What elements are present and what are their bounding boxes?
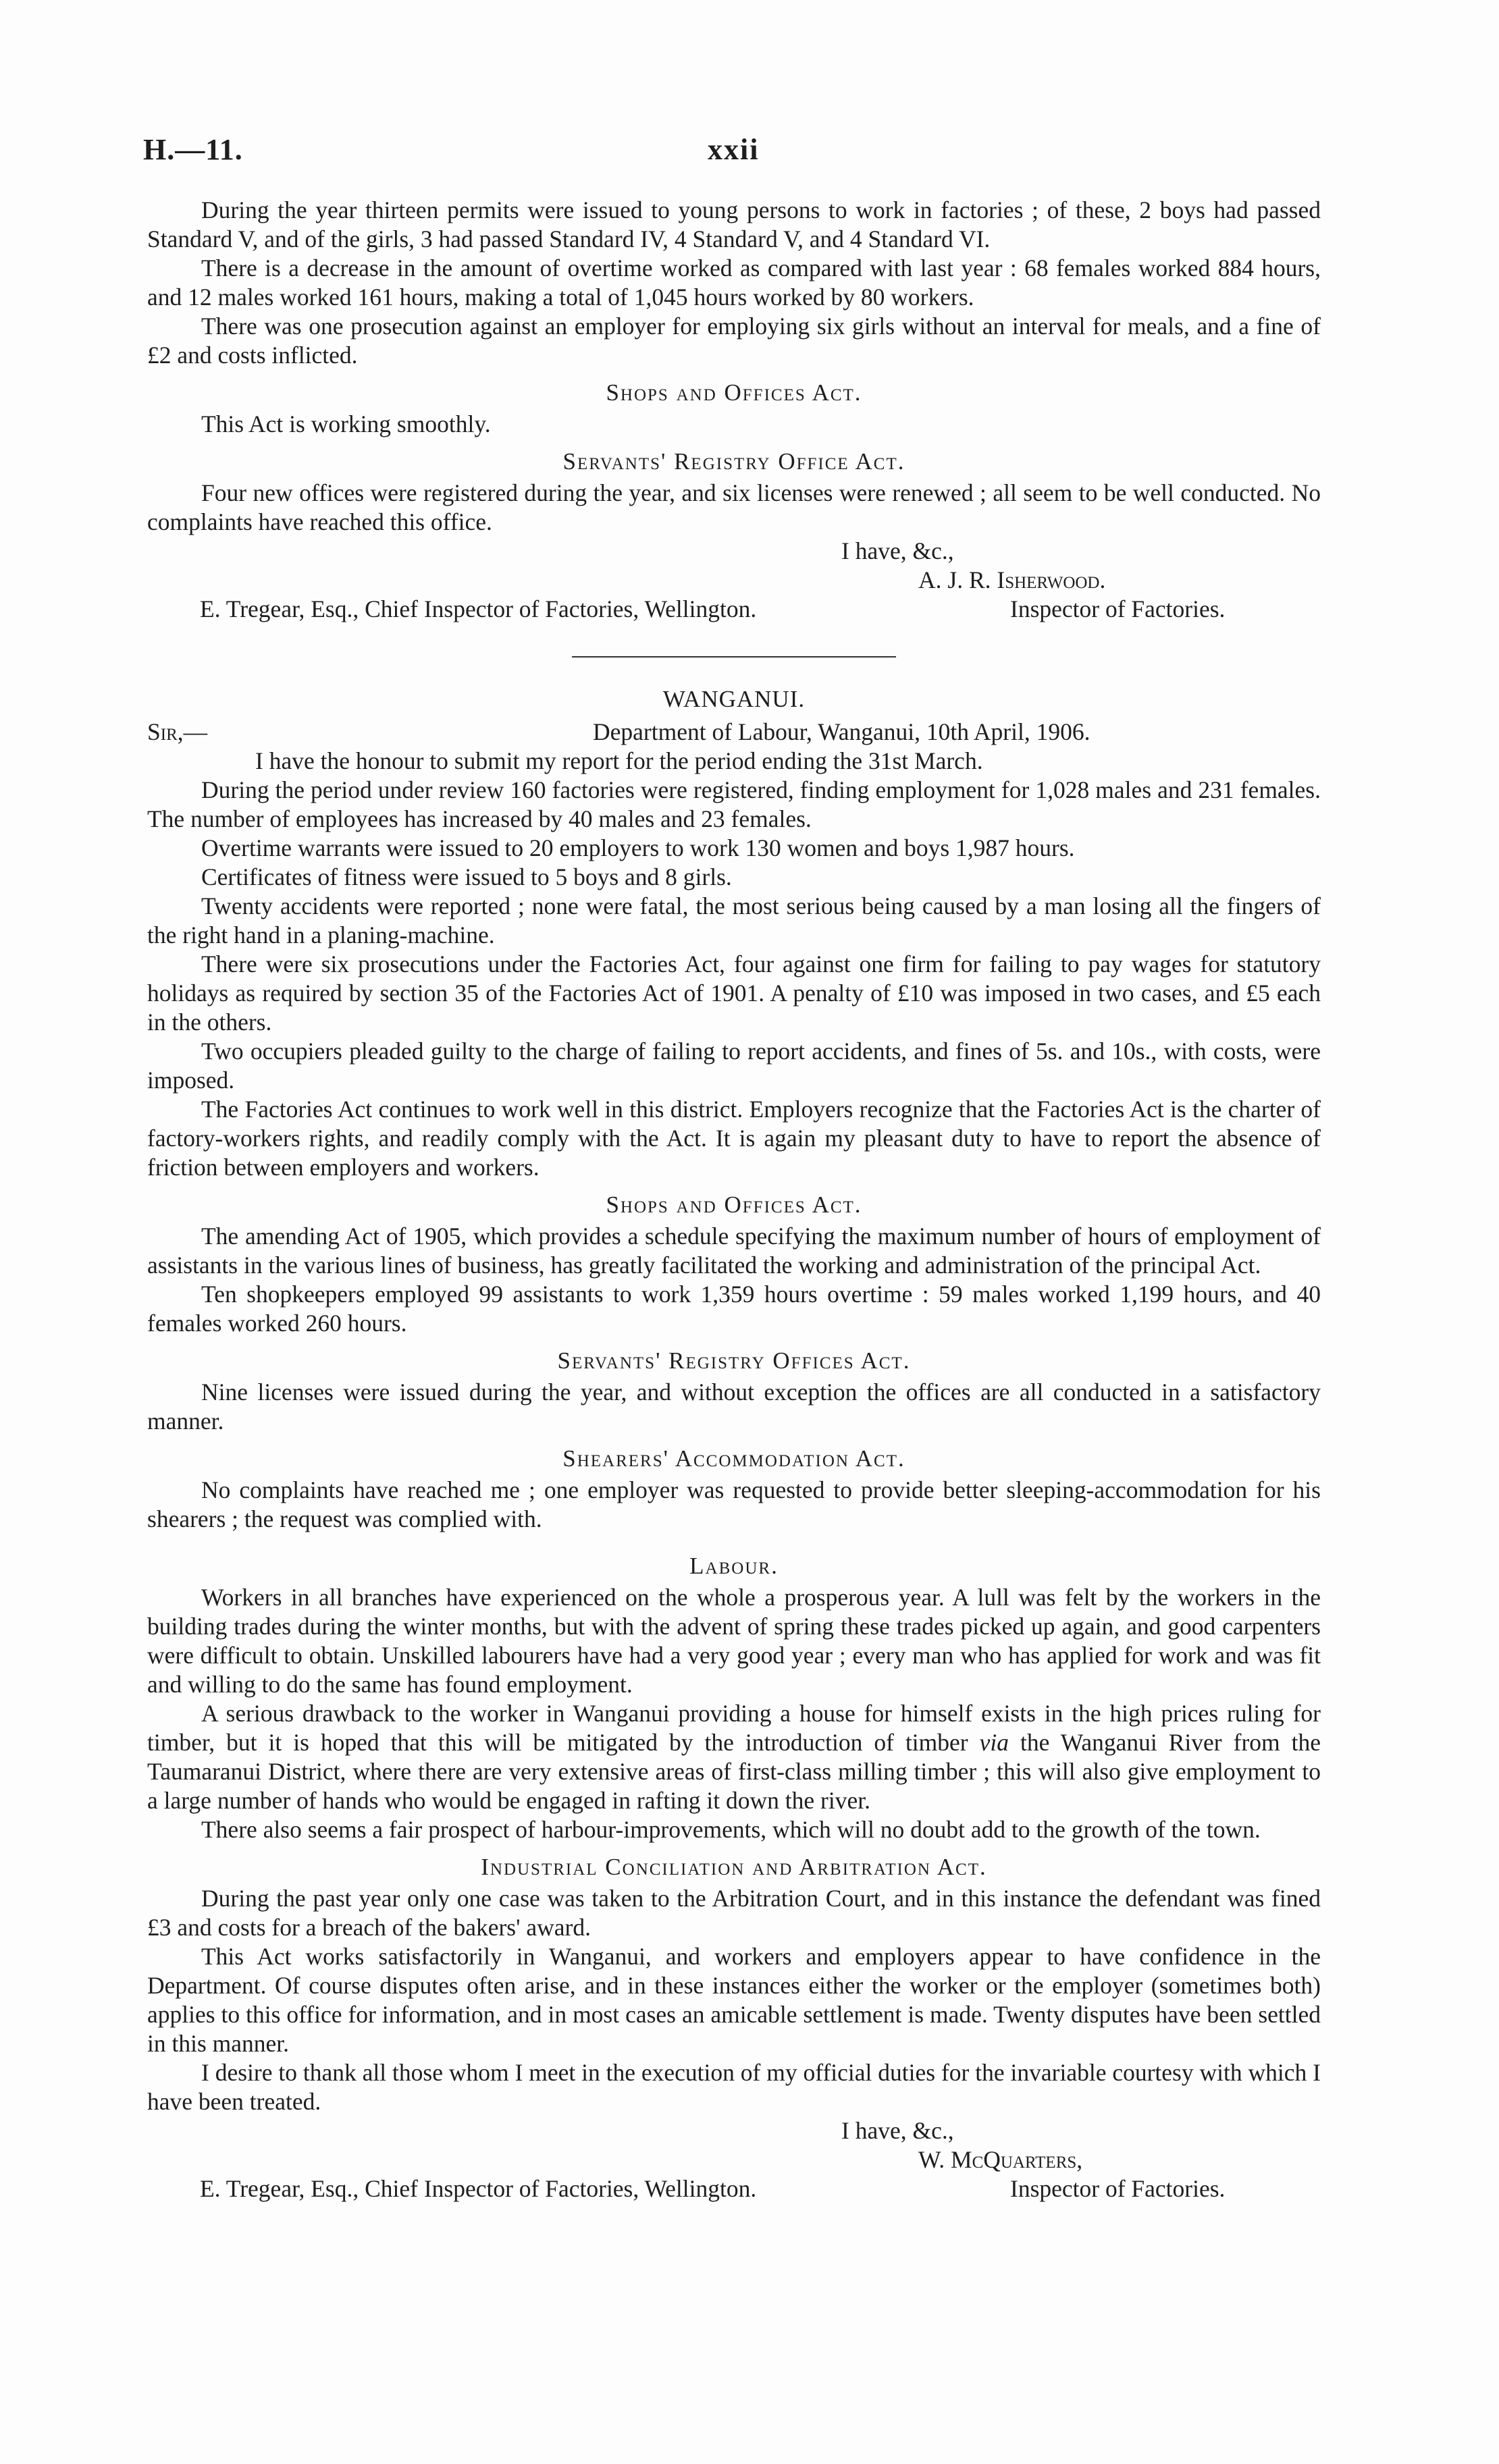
- signature-footer: [147, 595, 1321, 624]
- section-heading: Shearers' Accommodation Act.: [562, 1445, 905, 1472]
- paragraph: During the past year only one case was taken to the Arbitration Court, and in this instance the defendant was fined £3 and costs for a breach of the bakers' award.: [147, 1885, 1321, 1941]
- district-title: WANGANUI.: [662, 686, 806, 712]
- paragraph: Two occupiers pleaded guilty to the charge of failing to report accidents, and fines of 5s. and 10s., with costs, were imposed.: [147, 1038, 1321, 1094]
- signature-footer: [147, 2174, 1321, 2203]
- section-heading: Labour.: [689, 1553, 779, 1579]
- paragraph-text: the Wanganui River from the Taumaranui District, where there are very extensive areas of first-class milling timber ; this will also give employment to a large number of hands who would be engaged in rafting it down the river.: [147, 1729, 1321, 1814]
- paragraph: Overtime warrants were issued to 20 employers to work 130 women and boys 1,987 hours.: [201, 834, 1075, 861]
- paragraph: This Act works satisfactorily in Wanganui, and workers and employers appear to have confidence in the Department. Of course disputes often arise, and in these instances either the worker or the employer (sometimes both) applies to this office for information, and in most cases an amicable settlement is made. Twenty disputes have been settled in this manner.: [147, 1943, 1321, 2057]
- paragraph: During the year thirteen permits were issued to young persons to work in factories ; of these, 2 boys had passed Standard V, and of the girls, 3 had passed Standard IV, 4 Standard V, and 4 Standard VI.: [147, 196, 1321, 252]
- signature-closing: I have, &c.,: [841, 537, 954, 564]
- paragraph: Certificates of fitness were issued to 5 boys and 8 girls.: [201, 863, 732, 890]
- paragraph: I desire to thank all those whom I meet in the execution of my official duties for the invariable courtesy with which I have been treated.: [147, 2059, 1321, 2115]
- addressee: E. Tregear, Esq., Chief Inspector of Factories, Wellington.: [200, 595, 757, 622]
- paragraph: There was one prosecution against an employer for employing six girls without an interval for meals, and a fine of £2 and costs inflicted.: [147, 313, 1321, 369]
- paragraph: Ten shopkeepers employed 99 assistants to work 1,359 hours overtime : 59 males worked 1,199 hours, and 40 females worked 260 hours.: [147, 1281, 1321, 1337]
- paragraph: Four new offices were registered during the year, and six licenses were renewed ; all seem to be well conducted. No complaints have reached this office.: [147, 479, 1321, 535]
- signatory-title: Inspector of Factories.: [1010, 2175, 1226, 2202]
- page-number: xxii: [708, 133, 760, 166]
- signature-closing: I have, &c.,: [841, 2117, 954, 2144]
- paragraph: Nine licenses were issued during the year, and without exception the offices are all conducted in a satisfactory manner.: [147, 1378, 1321, 1435]
- dateline: Department of Labour, Wanganui, 10th April, 1906.: [593, 718, 1090, 745]
- paragraph: [147, 1699, 1321, 1815]
- paragraph: This Act is working smoothly.: [201, 410, 491, 437]
- addressee: E. Tregear, Esq., Chief Inspector of Factories, Wellington.: [200, 2175, 757, 2202]
- paragraph: Twenty accidents were reported ; none were fatal, the most serious being caused by a man losing all the fingers of the right hand in a planing-machine.: [147, 892, 1321, 948]
- paragraph: There were six prosecutions under the Factories Act, four against one firm for failing to pay wages for statutory holidays as required by section 35 of the Factories Act of 1901. A penalty of £10 was imposed in two cases, and £5 each in the others.: [147, 950, 1321, 1036]
- signatory-title: Inspector of Factories.: [1010, 595, 1226, 622]
- report-reference: H.—11.: [143, 133, 243, 166]
- paragraph: There is a decrease in the amount of overtime worked as compared with last year : 68 females worked 884 hours, and 12 males worked 161 hours, making a total of 1,045 hours worked by 80 workers.: [147, 255, 1321, 311]
- italic-word: via: [979, 1729, 1009, 1756]
- section-heading: Shops and Offices Act.: [606, 379, 862, 406]
- section-divider: [572, 656, 896, 658]
- paragraph: There also seems a fair prospect of harbour-improvements, which will no doubt add to the growth of the town.: [201, 1816, 1261, 1843]
- report-body: [147, 196, 1321, 2203]
- section-heading: Servants' Registry Offices Act.: [557, 1347, 911, 1374]
- section-heading: Servants' Registry Office Act.: [562, 448, 905, 475]
- paragraph: No complaints have reached me ; one employer was requested to provide better sleeping-accommodation for his shearers ; the request was complied with.: [147, 1476, 1321, 1532]
- paragraph: During the period under review 160 factories were registered, finding employment for 1,028 males and 231 females. The number of employees has increased by 40 males and 23 females.: [147, 776, 1321, 832]
- paragraph: Workers in all branches have experienced on the whole a prosperous year. A lull was felt by the workers in the building trades during the winter months, but with the advent of spring these trades picked up again, and good carpenters were difficult to obtain. Unskilled labourers have had a very good year ; every man who has applied for work and was fit and willing to do the same has found employment.: [147, 1584, 1321, 1698]
- section-heading: Industrial Conciliation and Arbitration Act.: [481, 1854, 987, 1880]
- paragraph: The Factories Act continues to work well in this district. Employers recognize that the Factories Act is the charter of factory-workers rights, and readily comply with the Act. It is again my pleasant duty to have to report the absence of friction between employers and workers.: [147, 1096, 1321, 1181]
- paragraph-text: A serious drawback to the worker in Wanganui providing a house for himself exists in the high prices ruling for timber, but it is hoped that this will be mitigated by the introduction of timber: [147, 1700, 1321, 1756]
- signature-name: W. McQuarters,: [918, 2146, 1083, 2173]
- section-heading: Shops and Offices Act.: [606, 1191, 862, 1218]
- signature-name: A. J. R. Isherwood.: [918, 566, 1106, 593]
- paragraph: I have the honour to submit my report for the period ending the 31st March.: [255, 747, 983, 774]
- letter-heading: [147, 718, 1321, 747]
- salutation: Sir,—: [147, 718, 208, 745]
- paragraph: The amending Act of 1905, which provides a schedule specifying the maximum number of hours of employment of assistants in the various lines of business, has greatly facilitated the working and administration of the principal Act.: [147, 1223, 1321, 1279]
